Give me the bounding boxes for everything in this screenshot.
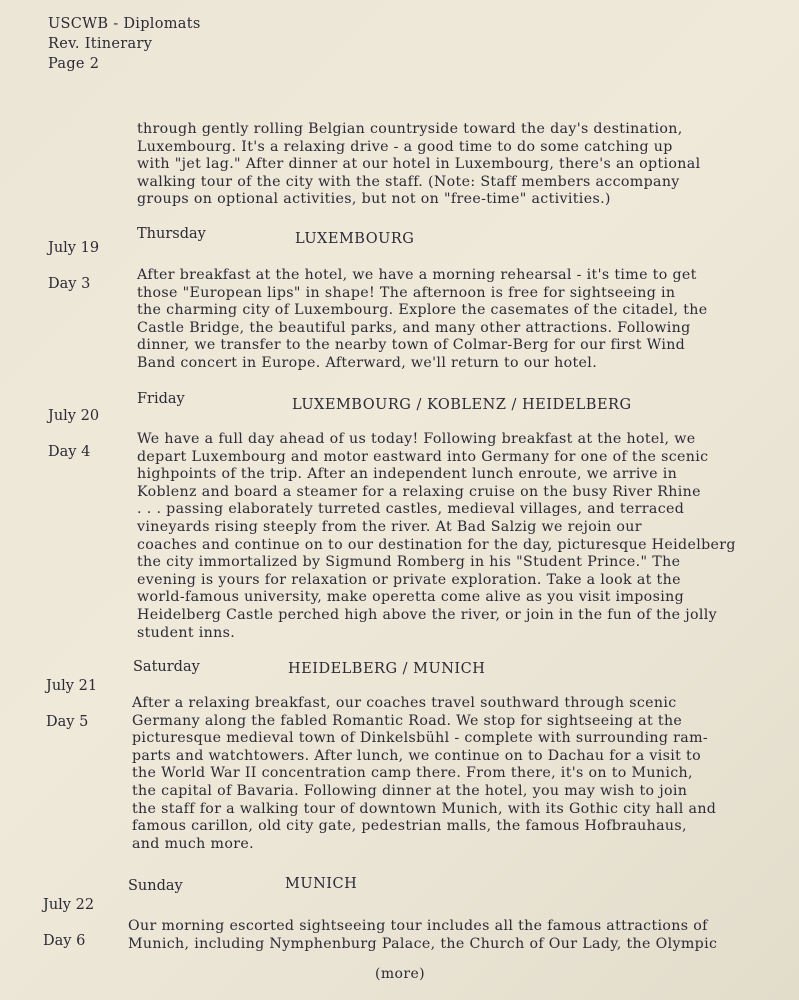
day-number: Day 6	[43, 933, 86, 949]
day-date: July 19	[48, 240, 100, 256]
day-description: Our morning escorted sightseeing tour includes all the famous attractions of Munich, including Nymphenburg Palace, the Church of Our Lady, the Olympic	[128, 918, 718, 952]
day-description: After breakfast at the hotel, we have a morning rehearsal - it's time to get those "European lips" in shape! The afternoon is free for sightseeing in the charming city of Luxembourg. Explore the casemates of the citadel, the Castle Bridge, the beautiful parks, and many other attractions. Following dinner, we transfer to the nearby town of Colmar-Berg for our first Wind Band concert in Europe. Afterward, we'll return to our hotel.	[137, 267, 708, 371]
document-header	[48, 14, 201, 74]
day-date: July 20	[48, 408, 100, 424]
day-destination: LUXEMBOURG	[295, 231, 415, 247]
day-description: After a relaxing breakfast, our coaches travel southward through scenic Germany along the fabled Romantic Road. We stop for sightseeing at the picturesque medieval town of Dinkelsbühl - complete with surrounding ram- parts and watchtowers. After lunch, we continue on to Dachau for a visit to the World War II concentration camp there. From there, it's on to Munich, the capital of Bavaria. Following dinner at the hotel, you may wish to join the staff for a walking tour of downtown Munich, with its Gothic city hall and famous carillon, old city gate, pedestrian malls, the famous Hofbrauhaus, and much more.	[132, 695, 717, 852]
day-number: Day 4	[48, 444, 91, 460]
continued-indicator: (more)	[375, 966, 426, 982]
header-organization: USCWB - Diplomats	[48, 16, 201, 32]
header-document-title: Rev. Itinerary	[48, 36, 153, 52]
day-weekday: Sunday	[128, 878, 183, 894]
day-destination: LUXEMBOURG / KOBLENZ / HEIDELBERG	[292, 397, 632, 413]
day-destination: MUNICH	[285, 876, 358, 892]
day-date: July 21	[46, 678, 98, 694]
day-number: Day 3	[48, 276, 91, 292]
day-weekday: Saturday	[133, 659, 200, 675]
day-date: July 22	[43, 897, 95, 913]
day-weekday: Thursday	[137, 226, 206, 242]
day-description: We have a full day ahead of us today! Following breakfast at the hotel, we depart Luxembourg and motor eastward into Germany for one of the scenic highpoints of the trip. After an independent lunch enroute, we arrive in Koblenz and board a steamer for a relaxing cruise on the busy River Rhine . . . passing elaborately turreted castles, medieval villages, and terraced vineyards rising steeply from the river. At Bad Salzig we rejoin our coaches and continue on to our destination for the day, picturesque Heidelberg the city immortalized by Sigmund Romberg in his "Student Prince." The evening is yours for relaxation or private exploration. Take a look at the world-famous university, make operetta come alive as you visit imposing Heidelberg Castle perched high above the river, or join in the fun of the jolly student inns.	[137, 431, 736, 641]
intro-paragraph: through gently rolling Belgian countryside toward the day's destination, Luxembourg. It's a relaxing drive - a good time to do some catching up with "jet lag." After dinner at our hotel in Luxembourg, there's an optional walking tour of the city with the staff. (Note: Staff members accompany groups on optional activities, but not on "free-time" activities.)	[137, 121, 701, 208]
day-number: Day 5	[46, 714, 89, 730]
header-page-number: Page 2	[48, 56, 100, 72]
day-weekday: Friday	[137, 391, 185, 407]
day-destination: HEIDELBERG / MUNICH	[288, 661, 486, 677]
